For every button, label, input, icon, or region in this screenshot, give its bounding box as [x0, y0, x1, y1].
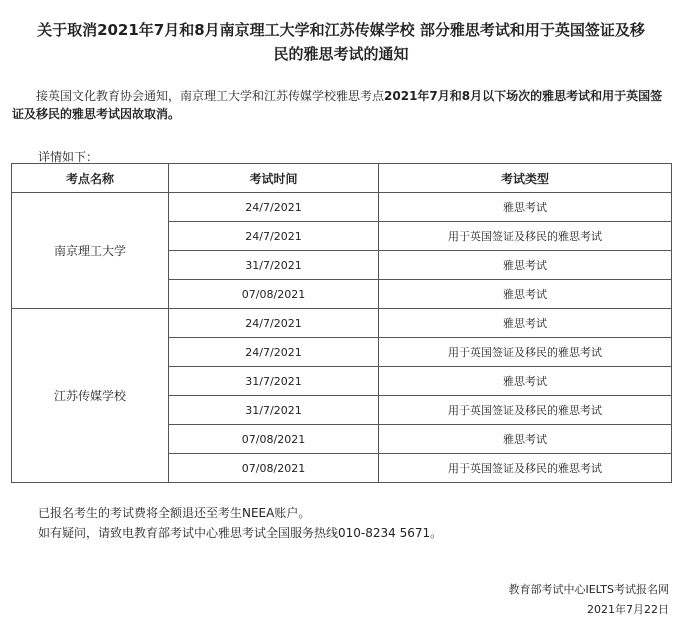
type-cell: 用于英国签证及移民的雅思考试: [379, 222, 672, 251]
signature-date: 2021年7月22日: [587, 603, 669, 616]
type-cell: 雅思考试: [379, 280, 672, 309]
venue-cell-jscm: 江苏传媒学校: [12, 309, 169, 483]
type-cell: 雅思考试: [379, 193, 672, 222]
date-cell: 24/7/2021: [169, 309, 379, 338]
type-cell: 用于英国签证及移民的雅思考试: [379, 454, 672, 483]
table-row: [12, 309, 672, 338]
header-type: 考试类型: [379, 164, 672, 193]
date-cell: 07/08/2021: [169, 454, 379, 483]
date-cell: 31/7/2021: [169, 367, 379, 396]
venue-cell-njust: 南京理工大学: [12, 193, 169, 309]
date-cell: 24/7/2021: [169, 222, 379, 251]
signature-org: 教育部考试中心IELTS考试报名网: [508, 583, 669, 596]
date-cell: 24/7/2021: [169, 193, 379, 222]
details-label: 详情如下：: [38, 150, 99, 164]
type-cell: 雅思考试: [379, 309, 672, 338]
type-cell: 用于英国签证及移民的雅思考试: [379, 396, 672, 425]
date-cell: 07/08/2021: [169, 280, 379, 309]
notice-title: [10, 18, 672, 66]
notice-body: [12, 87, 672, 123]
footnote: [38, 503, 442, 543]
notice-title-line-1: 关于取消2021年7月和8月南京理工大学和江苏传媒学校 部分雅思考试和用于英国签证及移: [37, 21, 645, 39]
cancellation-table: [11, 163, 672, 483]
notice-title-line-2: 民的雅思考试的通知: [273, 45, 409, 63]
header-date: 考试时间: [169, 164, 379, 193]
date-cell: 24/7/2021: [169, 338, 379, 367]
type-cell: 雅思考试: [379, 251, 672, 280]
type-cell: 用于英国签证及移民的雅思考试: [379, 338, 672, 367]
date-cell: 31/7/2021: [169, 251, 379, 280]
signature: [508, 580, 669, 620]
type-cell: 雅思考试: [379, 425, 672, 454]
type-cell: 雅思考试: [379, 367, 672, 396]
header-venue: 考点名称: [12, 164, 169, 193]
table-header-row: [12, 164, 672, 193]
refund-note: 已报名考生的考试费将全额退还至考生NEEA账户。: [38, 506, 311, 520]
hotline-note: 如有疑问，请致电教育部考试中心雅思考试全国服务热线010-8234 5671。: [38, 526, 443, 540]
table-row: [12, 193, 672, 222]
notice-body-text: 接英国文化教育协会通知，南京理工大学和江苏传媒学校雅思考点: [36, 89, 385, 103]
date-cell: 07/08/2021: [169, 425, 379, 454]
notice-body-emphasis: 2021年7月和8月以下场次的雅思考试和用于英国签证及移民的雅思考试因故取消。: [12, 89, 663, 121]
date-cell: 31/7/2021: [169, 396, 379, 425]
